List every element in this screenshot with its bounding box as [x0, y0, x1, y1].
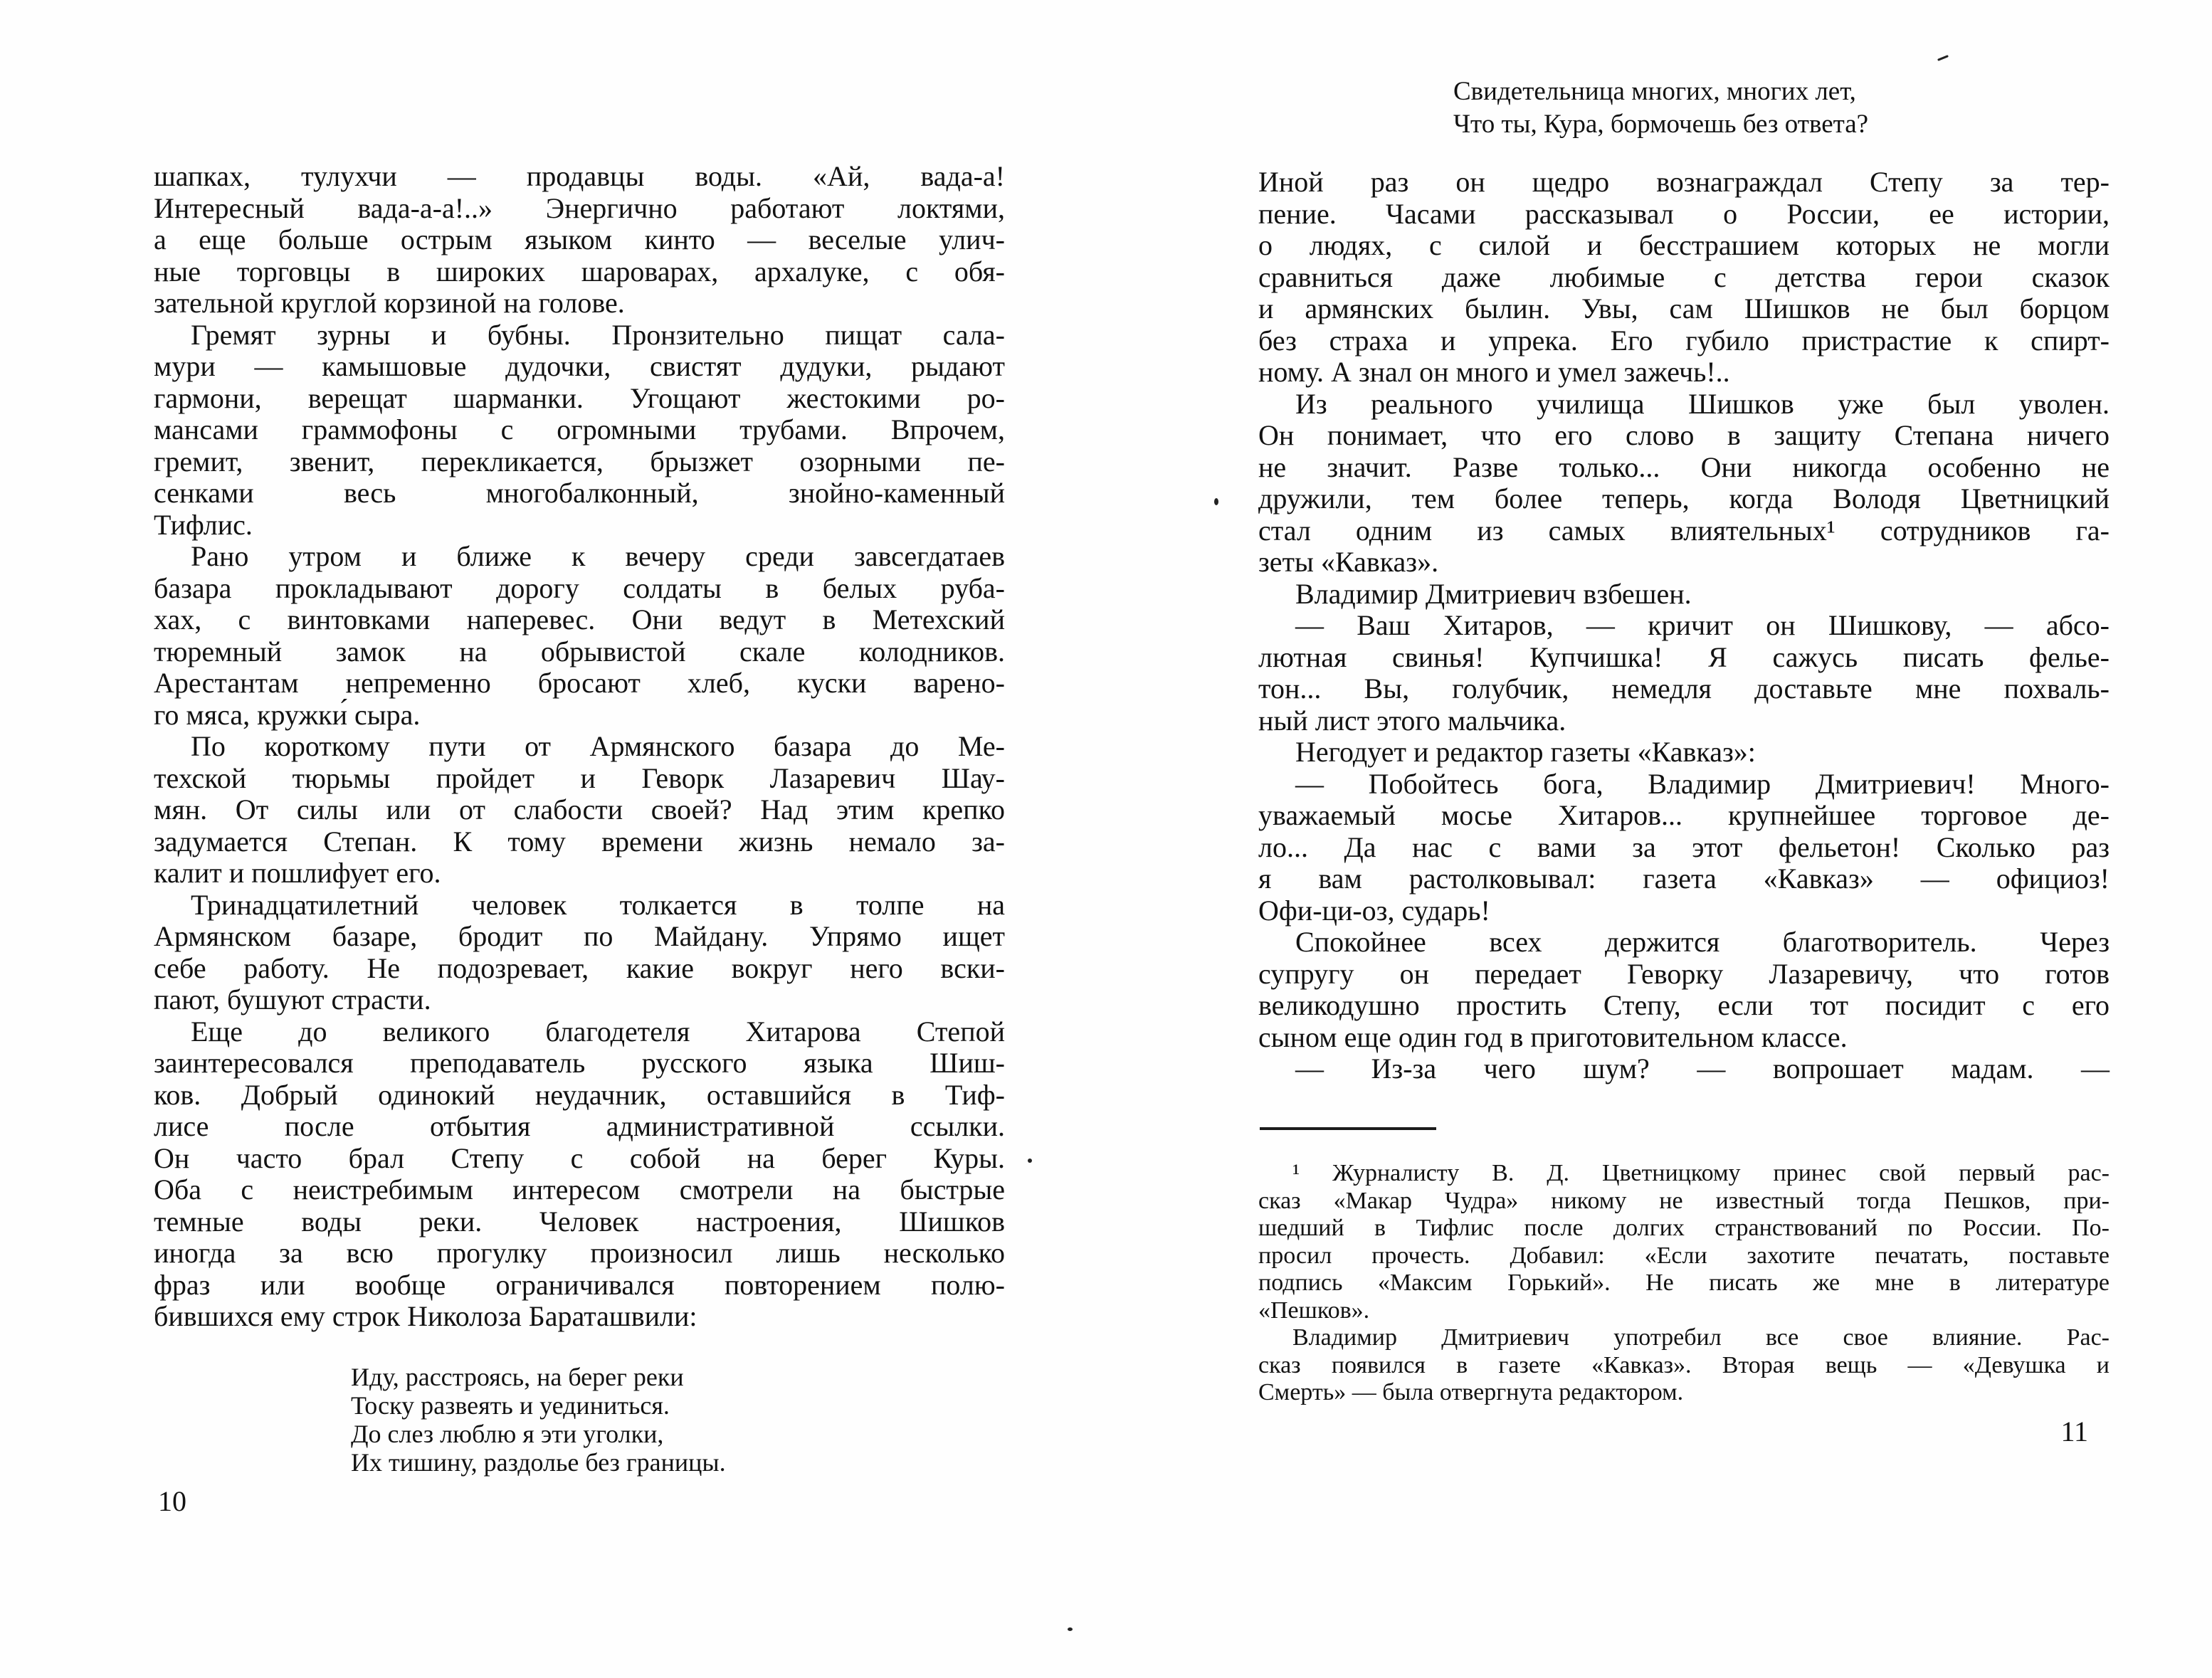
text-line: сенками весь многобалконный, знойно-каменный [154, 477, 1005, 509]
text-line: сравниться даже любимые с детства герои сказок [1258, 260, 2110, 293]
paragraph [1258, 1324, 2110, 1407]
text-line: базара прокладывают дорогу солдаты в белых руба- [154, 571, 1005, 604]
scan-artifact [1214, 498, 1218, 505]
text-line: Негодует и редактор газеты «Кавказ»: [1295, 736, 1756, 768]
text-line: шедший в Тифлис после долгих странствований по России. По- [1258, 1215, 2110, 1241]
paragraph [1258, 927, 2110, 1053]
text-line: а еще больше острым языком кинто — веселые улич- [154, 223, 1005, 255]
text-line: ный лист этого мальчика. [1258, 704, 1566, 737]
text-line: Армянском базаре, бродит по Майдану. Упрямо ищет [154, 920, 1005, 952]
text-line: темные воды реки. Человек настроения, Шишков [154, 1205, 1005, 1238]
verse-line: До слез люблю я эти уголки, [351, 1420, 664, 1448]
text-line: ло... Да нас с вами за этот фельетон! Сколько раз [1258, 830, 2110, 863]
page-number-right: 11 [2060, 1415, 2088, 1447]
text-line: Владимир Дмитриевич употребил все свое влияние. Рас- [1292, 1324, 2110, 1351]
scan-artifact [1937, 55, 1949, 61]
text-line: ному. А знал он много и умел зажечь!.. [1258, 356, 1730, 388]
footnote [1258, 1160, 2110, 1407]
text-line: «Пешков». [1258, 1297, 1370, 1324]
text-line: гремит, звенит, перекликается, брызжет озорными пе- [154, 445, 1005, 477]
text-line: мансами граммофоны с огромными трубами. Впрочем, [154, 413, 1005, 445]
text-line: По короткому пути от Армянского базара до Ме- [191, 730, 1005, 762]
text-line: Он часто брал Степу с собой на берег Куры. [154, 1141, 1005, 1174]
paragraph [154, 1016, 1005, 1333]
text-line: Гремят зурны и бубны. Пронзительно пищат сала- [191, 318, 1005, 351]
paragraph [154, 731, 1005, 890]
text-line: Интересный вада-а-а!..» Энергично работают локтями, [154, 191, 1005, 224]
text-line: тон... Вы, голубчик, немедля доставьте мне похваль- [1258, 672, 2110, 705]
verse-line: Их тишину, раздолье без границы. [351, 1448, 726, 1477]
text-line: задумается Степан. К тому времени жизнь немало за- [154, 825, 1005, 858]
text-line: Спокойнее всех держится благотворитель. Через [1295, 926, 2110, 958]
left-page-body [154, 161, 1005, 1333]
scan-artifact [1028, 1159, 1032, 1163]
text-line: мури — камышовые дудочки, свистят дудуки, рыдают [154, 350, 1005, 382]
text-line: Офи-ци-оз, сударь! [1258, 894, 1490, 927]
text-line: просил прочесть. Добавил: «Если захотите печатать, поставьте [1258, 1242, 2110, 1269]
text-line: ные торговцы в широких шароварах, архалуке, с обя- [154, 255, 1005, 287]
text-line: тюремный замок на обрывистой скале колодников. [154, 635, 1005, 667]
text-line: о людях, с силой и бесстрашием которых не могли [1258, 229, 2110, 261]
text-line: Тифлис. [154, 508, 253, 541]
text-line: Тринадцатилетний человек толкается в толпе на [191, 888, 1005, 921]
text-line: Иной раз он щедро вознаграждал Степу за тер- [1258, 166, 2110, 198]
text-line: техской тюрьмы пройдет и Геворк Лазаревич Шау- [154, 761, 1005, 794]
text-line: подпись «Максим Горький». Не писать же мне в литературе [1258, 1270, 2110, 1296]
text-line: заинтересовался преподаватель русского языка Шиш- [154, 1047, 1005, 1079]
text-line: дружили, тем более теперь, когда Володя Цветницкий [1258, 482, 2110, 515]
text-line: пают, бушуют страсти. [154, 983, 431, 1015]
epigraph-line: Свидетельница многих, многих лет, [1453, 77, 1856, 106]
text-line: ков. Добрый одинокий неудачник, оставшийся в Тиф- [154, 1078, 1005, 1111]
text-line: — Ваш Хитаров, — кричит он Шишкову, — абсо- [1295, 609, 2110, 641]
epigraph-line: Что ты, Кура, бормочешь без ответа? [1453, 110, 1869, 139]
page-number-left: 10 [158, 1485, 186, 1517]
verse-line: Тоску развеять и уединиться. [351, 1391, 670, 1420]
paragraph [1258, 769, 2110, 927]
scan-artifact [1068, 1627, 1073, 1631]
text-line: Из реального училища Шишков уже был уволен. [1295, 387, 2110, 420]
text-line: фраз или вообще ограничивался повторением полю- [154, 1268, 1005, 1301]
text-line: бившихся ему строк Николоза Бараташвили: [154, 1300, 697, 1332]
text-line: ¹ Журналисту В. Д. Цветницкому принес свой первый рас- [1292, 1160, 2110, 1186]
text-line: уважаемый мосье Хитаров... крупнейшее торговое де- [1258, 799, 2110, 831]
verse-quote [351, 1363, 726, 1477]
text-line: зательной круглой корзиной на голове. [154, 287, 625, 319]
text-line: не значит. Разве только... Они никогда особенно не [1258, 450, 2110, 483]
text-line: лютная свинья! Купчишка! Я сажусь писать фелье- [1258, 640, 2110, 673]
paragraph [154, 320, 1005, 542]
text-line: Оба с неистребимым интересом смотрели на быстрые [154, 1173, 1005, 1205]
epigraph [1453, 75, 1868, 141]
text-line: сыном еще один год в приготовительном классе. [1258, 1020, 1848, 1053]
text-line: сказ появился в газете «Кавказ». Вторая вещь — «Девушка и [1258, 1351, 2110, 1378]
paragraph [154, 541, 1005, 731]
paragraph [1258, 167, 2110, 389]
footnote-divider [1260, 1127, 1436, 1130]
paragraph [1258, 1053, 2110, 1085]
text-line: стал одним из самых влиятельных¹ сотрудников га- [1258, 514, 2110, 547]
paragraph [1258, 579, 2110, 611]
paragraph [1258, 610, 2110, 737]
text-line: великодушно простить Степу, если тот посидит с его [1258, 989, 2110, 1021]
text-line: мян. От силы или от слабости своей? Над этим крепко [154, 793, 1005, 825]
text-line: Смерть» — была отвергнута редактором. [1258, 1379, 1684, 1405]
text-line: — Побойтесь бога, Владимир Дмитриевич! Много- [1295, 767, 2110, 800]
text-line: калит и пошлифует его. [154, 857, 441, 889]
text-line: зеты «Кавказ». [1258, 546, 1439, 578]
text-line: — Из-за чего шум? — вопрошает мадам. — [1295, 1052, 2110, 1085]
text-line: пение. Часами рассказывал о России, ее истории, [1258, 197, 2110, 230]
text-line: хах, с винтовками наперевес. Они ведут в Метехский [154, 603, 1005, 635]
text-line: Еще до великого благодетеля Хитарова Степой [191, 1015, 1005, 1048]
text-line: иногда за всю прогулку произносил лишь несколько [154, 1237, 1005, 1269]
text-line: Владимир Дмитриевич взбешен. [1295, 577, 1692, 610]
text-line: Он понимает, что его слово в защиту Степана ничего [1258, 419, 2110, 451]
text-line: супругу он передает Геворку Лазаревичу, что готов [1258, 957, 2110, 990]
verse-line: Иду, расстроясь, на берег реки [351, 1363, 684, 1391]
paragraph [154, 890, 1005, 1016]
text-line: себе работу. Не подозревает, какие вокруг него вски- [154, 951, 1005, 984]
paragraph [154, 161, 1005, 320]
paragraph [1258, 737, 2110, 769]
text-line: Рано утром и ближе к вечеру среди завсегдатаев [191, 540, 1005, 572]
text-line: шапках, тулухчи — продавцы воды. «Ай, вада-а! [154, 160, 1005, 192]
text-line: Арестантам непременно бросают хлеб, куски варено- [154, 667, 1005, 699]
text-line: лисе после отбытия административной ссылки. [154, 1110, 1005, 1142]
text-line: гармони, верещат шарманки. Угощают жестокими ро- [154, 381, 1005, 414]
paragraph [1258, 1160, 2110, 1324]
right-page-body [1258, 167, 2110, 1085]
text-line: сказ «Макар Чудра» никому не известный тогда Пешков, при- [1258, 1187, 2110, 1214]
text-line: го мяса, кружки́ сыра. [154, 698, 421, 731]
text-line: и армянских былин. Увы, сам Шишков не был борцом [1258, 292, 2110, 324]
text-line: я вам растолковывал: газета «Кавказ» — официоз! [1258, 862, 2110, 895]
paragraph [1258, 389, 2110, 579]
text-line: без страха и упрека. Его губило пристрастие к спирт- [1258, 324, 2110, 357]
